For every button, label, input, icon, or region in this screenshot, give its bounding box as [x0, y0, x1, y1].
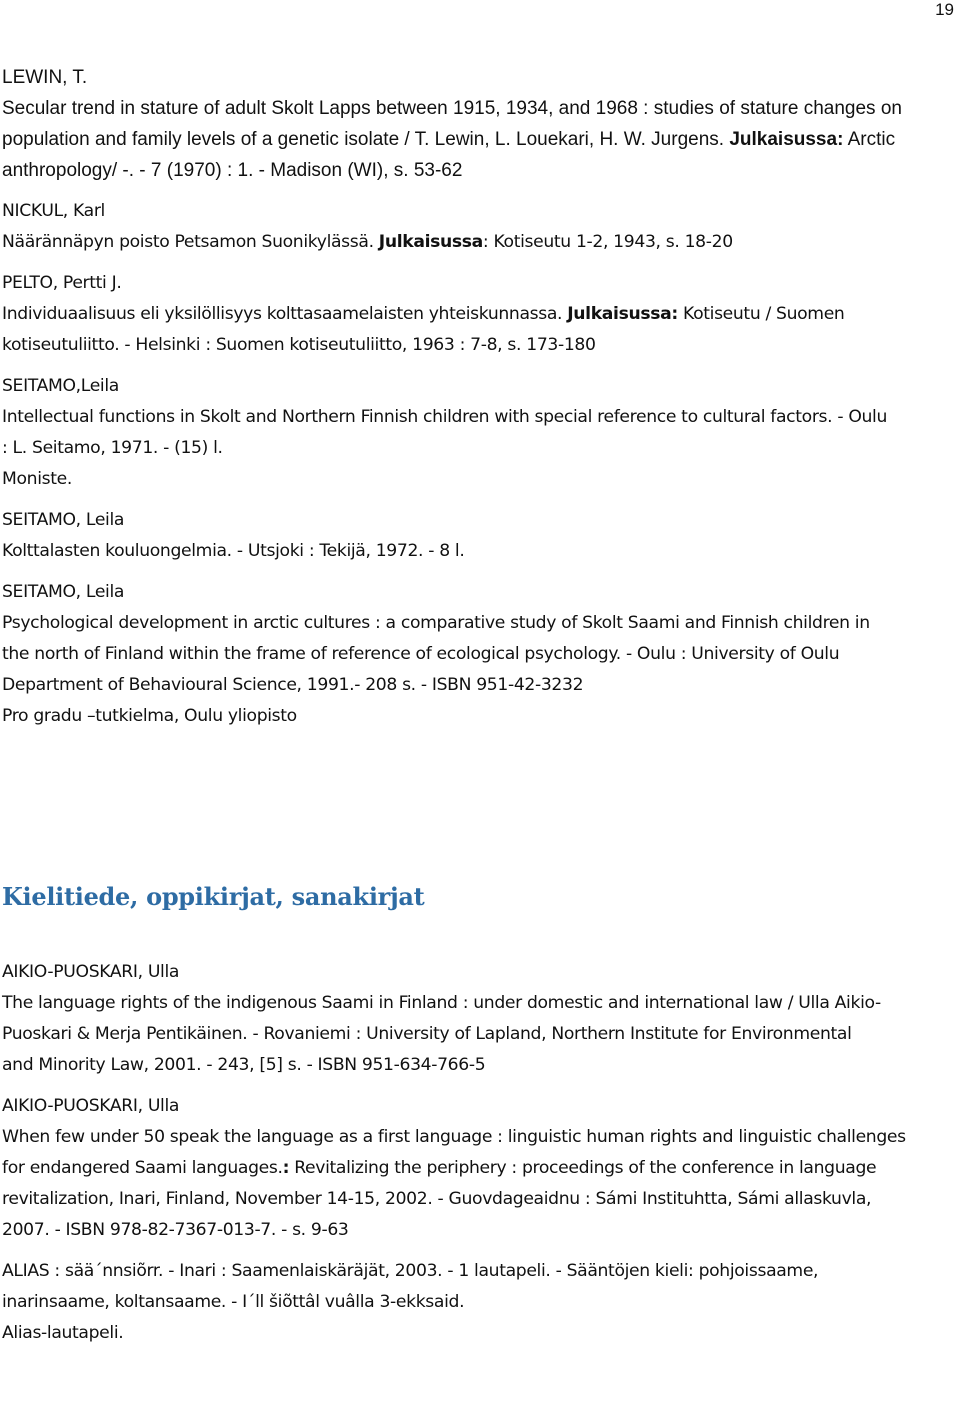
entry-line — [2, 639, 958, 670]
entry-text: Puoskari & Merja Pentikäinen. - Rovaniemi : University of Lapland, Northern Institute for Environmental — [2, 1024, 852, 1044]
entry-line — [2, 1122, 958, 1153]
entry-line — [2, 1184, 958, 1215]
entry-text: : Kotiseutu 1-2, 1943, s. 18-20 — [482, 232, 733, 252]
entry-line — [2, 1050, 958, 1081]
bibliography — [2, 62, 958, 1359]
entry-line — [2, 1215, 958, 1246]
entry-text: Revitalizing the periphery : proceedings of the conference in language — [289, 1158, 877, 1178]
entry-text: Psychological development in arctic cultures : a comparative study of Skolt Saami and Finnish children in — [2, 613, 870, 633]
entry-text: kotiseutuliitto. - Helsinki : Suomen kotiseutuliitto, 1963 : 7-8, s. 173-180 — [2, 335, 596, 355]
entry-text: Arctic — [843, 129, 896, 150]
entry-line — [2, 464, 958, 495]
section-heading: Kielitiede, oppikirjat, sanakirjat — [2, 882, 425, 911]
entry-text: Kolttalasten kouluongelmia. - Utsjoki : Tekijä, 1972. - 8 l. — [2, 541, 465, 561]
entry-author: SEITAMO, Leila — [2, 510, 125, 530]
entry-line — [2, 299, 958, 330]
entry-line — [2, 988, 958, 1019]
entry-line — [2, 433, 958, 464]
entry-line — [2, 1287, 958, 1318]
entry-line — [2, 1256, 958, 1287]
bibliography-entry — [2, 957, 958, 1081]
entry-text: The language rights of the indigenous Saami in Finland : under domestic and international law / Ulla Aikio- — [2, 993, 881, 1013]
entry-text: Secular trend in stature of adult Skolt Lapps between 1915, 1934, and 1968 : studies of stature changes on — [2, 98, 902, 119]
bibliography-entry — [2, 505, 958, 567]
entry-text: : L. Seitamo, 1971. - (15) l. — [2, 438, 223, 458]
entry-line — [2, 93, 958, 124]
entry-text: anthropology/ -. - 7 (1970) : 1. - Madison (WI), s. 53-62 — [2, 160, 463, 181]
entry-line — [2, 330, 958, 361]
entry-line — [2, 124, 958, 155]
entry-published-in-label: Julkaisussa: — [567, 304, 678, 324]
entry-text: and Minority Law, 2001. - 243, [5] s. - ISBN 951-634-766-5 — [2, 1055, 486, 1075]
bibliography-entry — [2, 196, 958, 258]
entry-author: SEITAMO, Leila — [2, 582, 125, 602]
bibliography-entry — [2, 1256, 958, 1349]
entry-text: 2007. - ISBN 978-82-7367-013-7. - s. 9-63 — [2, 1220, 349, 1240]
entry-line — [2, 402, 958, 433]
entry-text: Pro gradu –tutkielma, Oulu yliopisto — [2, 706, 297, 726]
bibliography-entry — [2, 268, 958, 361]
entry-text: Individuaalisuus eli yksilöllisyys kolttasaamelaisten yhteiskunnassa. — [2, 304, 568, 324]
page-number: 19 — [935, 0, 954, 19]
entry-published-in-label: Julkaisussa: — [729, 129, 844, 150]
entry-line — [2, 155, 958, 186]
entry-author: PELTO, Pertti J. — [2, 273, 122, 293]
entry-text: the north of Finland within the frame of reference of ecological psychology. - Oulu : University of Oulu — [2, 644, 840, 664]
entry-text: population and family levels of a genetic isolate / T. Lewin, L. Louekari, H. W. Jurgens. — [2, 129, 730, 150]
entry-text: Intellectual functions in Skolt and Northern Finnish children with special reference to cultural factors. - Oulu — [2, 407, 888, 427]
entry-text: When few under 50 speak the language as a first language : linguistic human rights and linguistic challenges — [2, 1127, 906, 1147]
entry-text: Näärännäpyn poisto Petsamon Suonikylässä. — [2, 232, 379, 252]
entry-text: Department of Behavioural Science, 1991.- 208 s. - ISBN 951-42-3232 — [2, 675, 584, 695]
entry-text: revitalization, Inari, Finland, November 14-15, 2002. - Guovdageaidnu : Sámi Instituhtta, Sámi allaskuvla, — [2, 1189, 872, 1209]
entry-line — [2, 670, 958, 701]
entry-author: SEITAMO,Leila — [2, 376, 119, 396]
entry-text: inarinsaame, koltansaame. - I´ll šiõttâl vuâlla 3-ekksaid. — [2, 1292, 465, 1312]
entry-text: for endangered Saami languages. — [2, 1158, 283, 1178]
entry-line — [2, 1318, 958, 1349]
bibliography-entry — [2, 1091, 958, 1246]
entry-line — [2, 701, 958, 732]
entry-author: AIKIO-PUOSKARI, Ulla — [2, 1096, 180, 1116]
entry-text: : — [282, 1158, 290, 1178]
bibliography-entry — [2, 62, 958, 186]
entry-text: Kotiseutu / Suomen — [677, 304, 845, 324]
entry-author: LEWIN, T. — [2, 67, 88, 88]
bibliography-entry — [2, 577, 958, 732]
entry-line — [2, 1153, 958, 1184]
entry-line — [2, 1019, 958, 1050]
entry-text: Moniste. — [2, 469, 72, 489]
entry-text: ALIAS : sää´nnsiõrr. - Inari : Saamenlaiskäräjät, 2003. - 1 lautapeli. - Sääntöjen kieli: pohjoissaame, — [2, 1261, 819, 1281]
entry-line — [2, 536, 958, 567]
entry-author: NICKUL, Karl — [2, 201, 105, 221]
entry-line — [2, 227, 958, 258]
entry-line — [2, 608, 958, 639]
entry-author: AIKIO-PUOSKARI, Ulla — [2, 962, 180, 982]
bibliography-entry — [2, 371, 958, 495]
entry-published-in-label: Julkaisussa — [378, 232, 483, 252]
entry-text: Alias-lautapeli. — [2, 1323, 124, 1343]
